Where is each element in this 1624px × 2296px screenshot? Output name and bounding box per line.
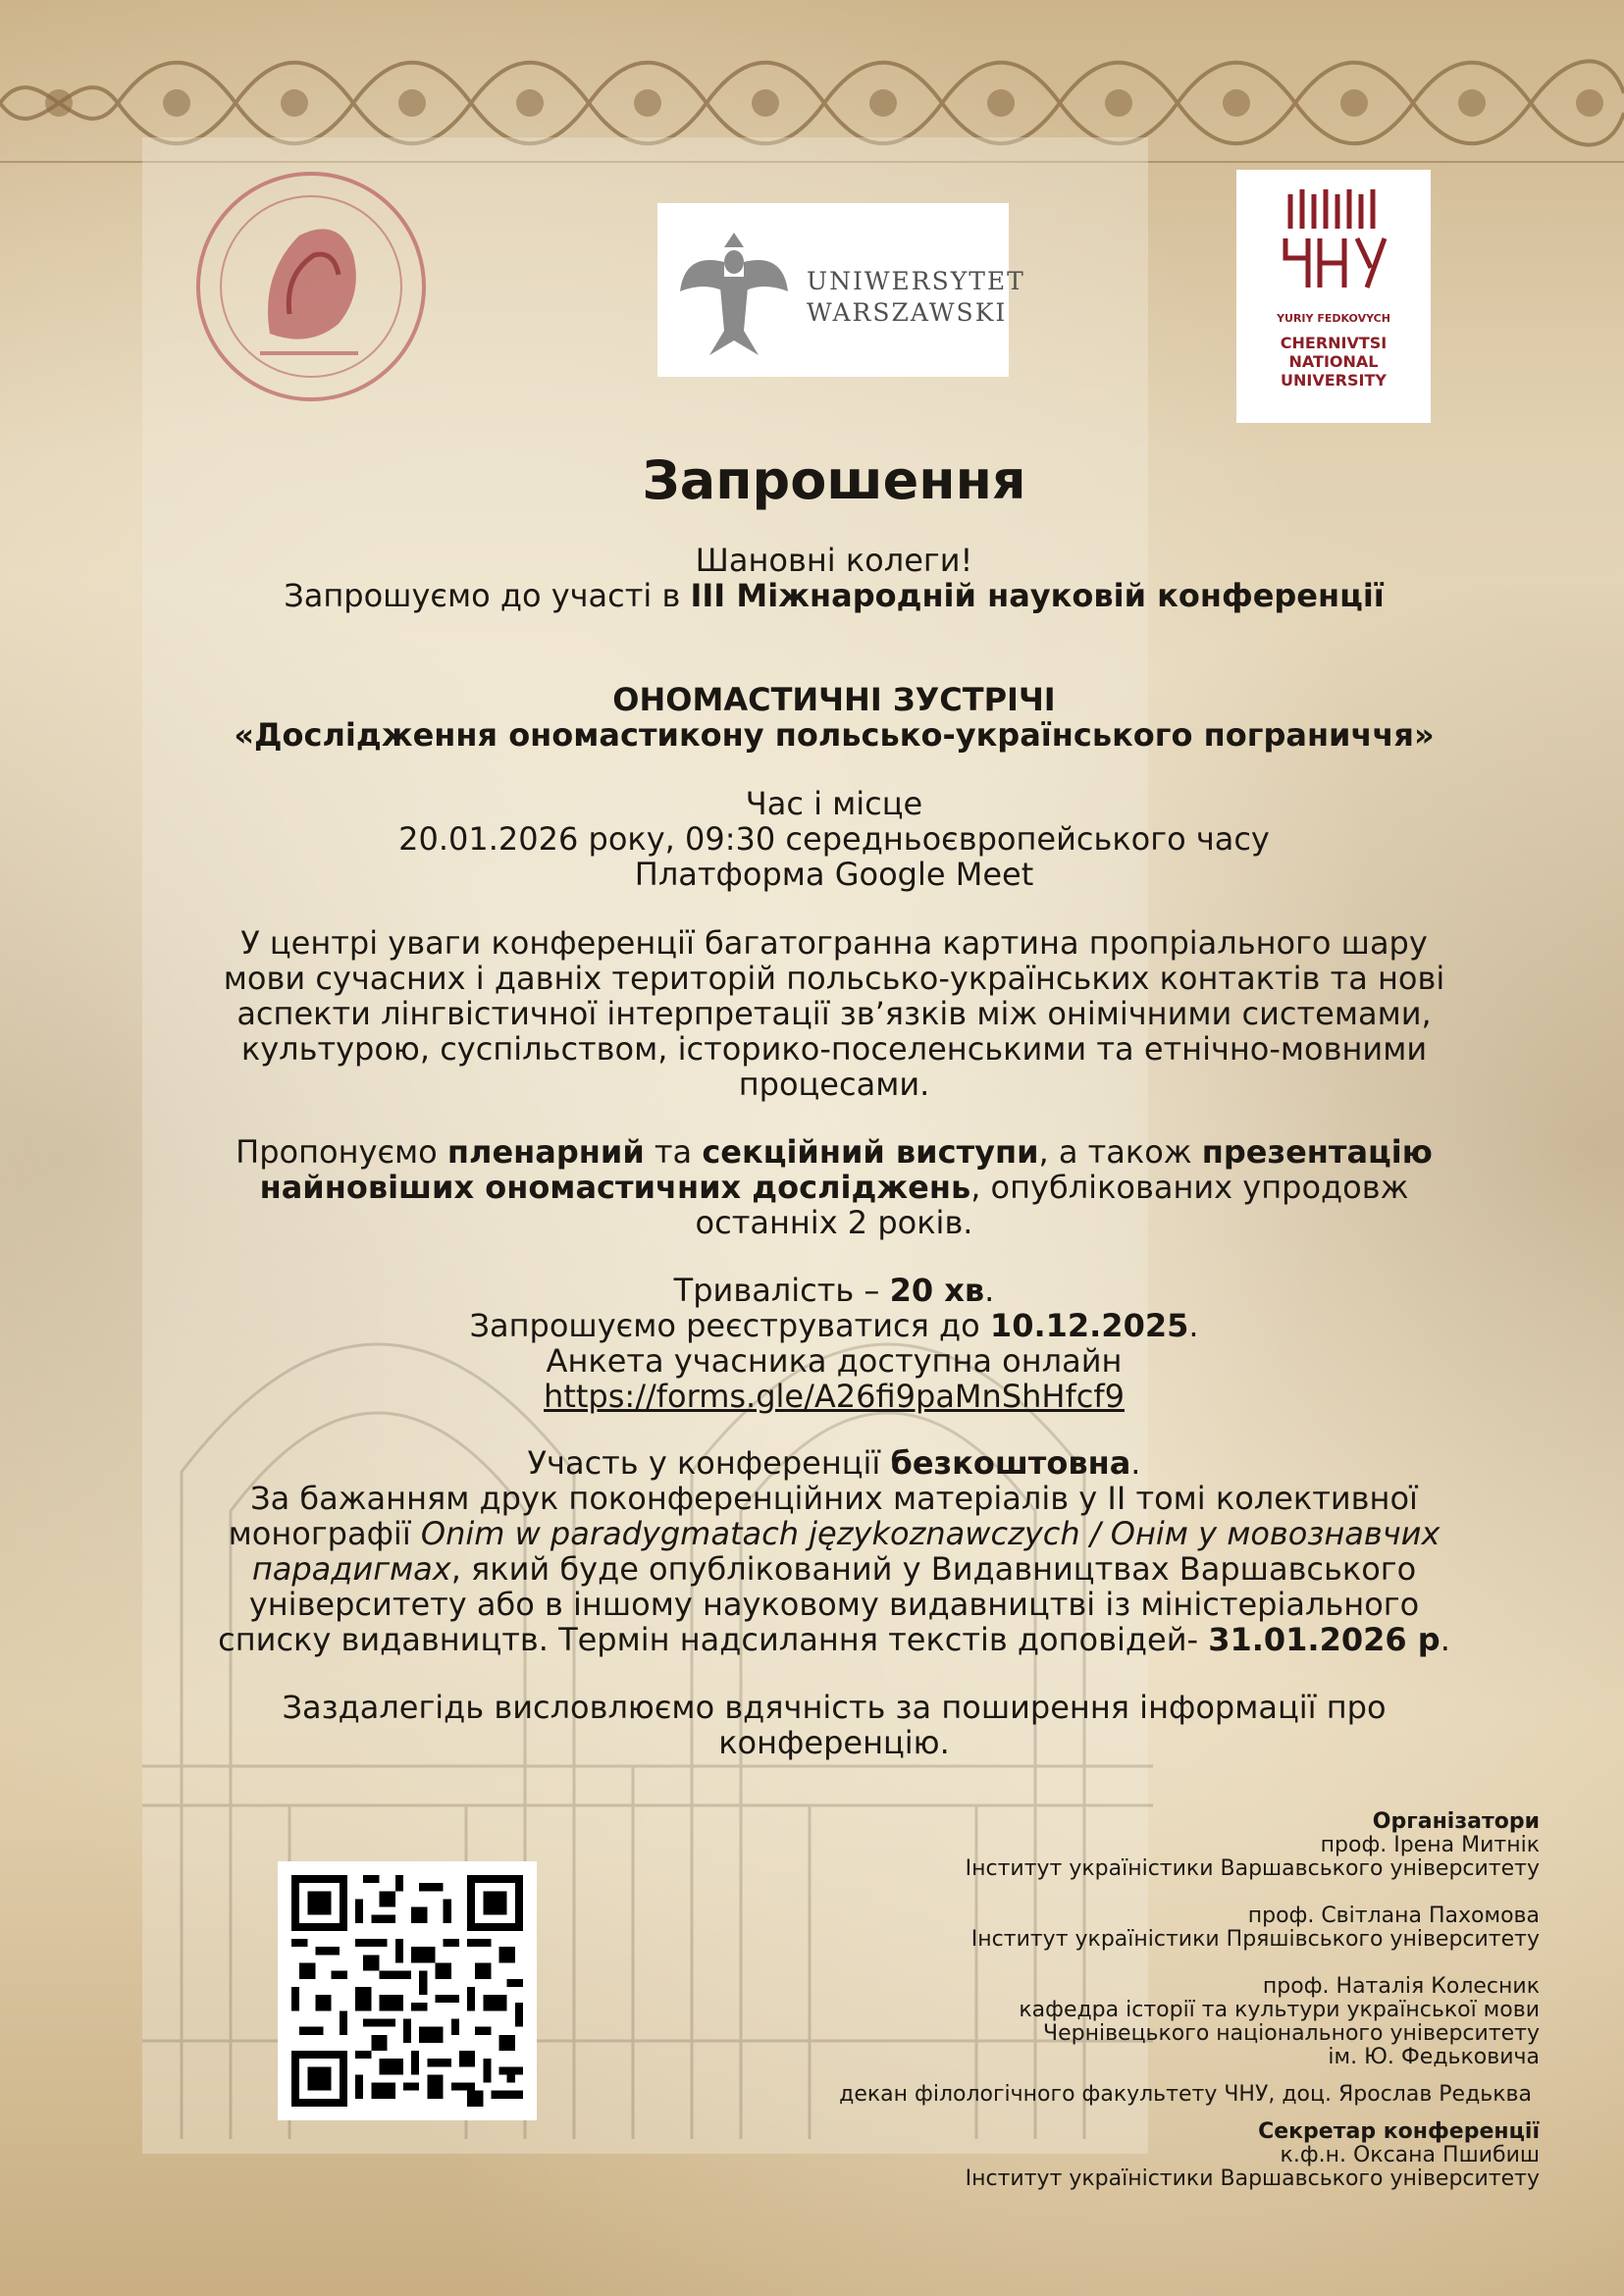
uw-line1: UNIWERSYTET: [807, 267, 1025, 295]
chnu-name-line3: UNIVERSITY: [1281, 371, 1387, 390]
organizer-name: проф. Світлана Пахомова: [1247, 1904, 1540, 1928]
dean-line: декан філологічного факультету ЧНУ, доц. Ярослав Редьква: [839, 2082, 1532, 2107]
greeting-prefix: Запрошуємо до участі в: [284, 577, 691, 614]
conference-type: III Міжнародній науковій конференції: [690, 577, 1385, 614]
offer-line2: [177, 1170, 1492, 1205]
secretary-name: к.ф.н. Оксана Пшибиш: [1280, 2143, 1540, 2167]
publication-text: монографії: [228, 1515, 421, 1552]
conference-description: [177, 925, 1492, 1102]
thanks-line2: конференцію.: [718, 1724, 950, 1761]
fee-end: .: [1130, 1444, 1141, 1482]
chnu-monogram-icon: [1281, 189, 1388, 292]
offer-text: , а також: [1038, 1133, 1202, 1171]
time-and-place: [177, 786, 1492, 892]
chnu-name: [1236, 334, 1431, 390]
offer-line3: останніх 2 років.: [695, 1204, 973, 1241]
offer-plenary: пленарний: [446, 1133, 645, 1171]
publication-line: університету або в іншому науковому видавництві із міністеріального: [248, 1586, 1420, 1623]
greeting: [177, 543, 1492, 613]
form-note: Анкета учасника доступна онлайн: [546, 1342, 1123, 1380]
organizer-name: проф. Наталія Колесник: [1262, 1974, 1540, 1999]
monograph-title: Onim w paradygmatach językoznawczych / Онім у мовознавчих: [420, 1515, 1441, 1552]
register-date: 10.12.2025: [989, 1307, 1189, 1344]
conference-name: ОНОМАСТИЧНІ ЗУСТРІЧІ: [612, 681, 1056, 718]
chnu-name-line2: NATIONAL: [1288, 352, 1379, 371]
publication-line: [177, 1551, 1492, 1587]
organizer-name: проф. Ірена Митнік: [1320, 1833, 1540, 1857]
greeting-line2: [177, 578, 1492, 613]
offer-presentation: презентацію: [1201, 1133, 1433, 1171]
submission-date: 31.01.2026 р: [1208, 1621, 1441, 1658]
qr-code[interactable]: [278, 1861, 537, 2120]
publication-text: , який буде опублікований у Видавництвах Варшавського: [450, 1550, 1417, 1588]
time-place-heading: Час і місце: [745, 785, 923, 822]
organizer-institution: кафедра історії та культури української мови: [1019, 1998, 1540, 2022]
page-title: Запрошення: [642, 449, 1026, 511]
submission-deadline: [177, 1622, 1492, 1657]
duration-value: 20 хв: [889, 1272, 985, 1309]
publication-line: За бажанням друк поконференційних матеріалів у ІІ томі колективної: [250, 1480, 1418, 1517]
qr-code-icon: [291, 1875, 523, 2107]
thanks-note: [177, 1690, 1492, 1760]
monograph-title-end: парадигмах: [251, 1550, 451, 1588]
description-line: аспекти лінгвістичної інтерпретації зв’язків між онімічними системами,: [236, 995, 1432, 1032]
offer-text: та: [644, 1133, 703, 1171]
submission-end: .: [1440, 1621, 1450, 1658]
publication-line: [177, 1516, 1492, 1551]
university-seal-icon: [191, 167, 432, 407]
register-deadline: [177, 1308, 1492, 1343]
submission-label: списку видавництв. Термін надсилання текстів доповідей-: [218, 1621, 1209, 1658]
organizer-institution: ім. Ю. Федьковича: [1328, 2045, 1540, 2069]
secretary-heading: Секретар конференції: [1258, 2119, 1540, 2144]
conference-subtitle: «Дослідження ономастикону польсько-українського пограниччя»: [234, 716, 1435, 754]
chnu-name-line1: CHERNIVTSI: [1280, 334, 1388, 352]
fee-value: безкоштовна: [890, 1444, 1131, 1482]
description-line: процесами.: [738, 1066, 930, 1103]
description-line: У центрі уваги конференції багатогранна картина пропріального шару: [240, 924, 1428, 962]
fee-label: Участь у конференції: [527, 1444, 891, 1482]
organizer-institution: Інститут україністики Варшавського університету: [965, 1856, 1540, 1881]
register-label: Запрошуємо реєструватися до: [469, 1307, 990, 1344]
organizers-heading: Організатори: [1372, 1809, 1540, 1834]
offer-research: найновіших ономастичних досліджень: [259, 1169, 971, 1206]
fee-line: [177, 1445, 1492, 1481]
conference-title: [177, 682, 1492, 753]
participation-publication: [177, 1445, 1492, 1657]
presentation-offer: [177, 1134, 1492, 1240]
duration-label: Тривалість –: [673, 1272, 890, 1309]
secretary-institution: Інститут україністики Варшавського університету: [965, 2166, 1540, 2191]
registration-info: [177, 1273, 1492, 1414]
uw-line2: WARSZAWSKI: [807, 298, 1008, 327]
event-platform: Платформа Google Meet: [634, 856, 1034, 893]
warsaw-university-logo: [657, 203, 1025, 377]
event-datetime: 20.01.2026 року, 09:30 середньоєвропейського часу: [398, 820, 1270, 858]
offer-text: , опублікованих упродовж: [970, 1169, 1409, 1206]
eagle-emblem-icon: [675, 223, 793, 360]
offer-text: Пропонуємо: [236, 1133, 447, 1171]
registration-form-link[interactable]: https://forms.gle/A26fi9paMnShHfcf9: [544, 1378, 1125, 1415]
offer-section: секційний виступи: [702, 1133, 1039, 1171]
organizers-block: [839, 1810, 1540, 2191]
thanks-line1: Заздалегідь висловлюємо вдячність за поширення інформації про: [282, 1689, 1387, 1726]
description-line: культурою, суспільством, історико-поселенськими та етнічно-мовними: [240, 1030, 1428, 1068]
organizer-institution: Чернівецького національного університету: [1043, 2021, 1540, 2046]
chernivtsi-university-logo: [1236, 170, 1431, 423]
chnu-top-label: YURIY FEDKOVYCH: [1277, 312, 1390, 325]
greeting-line1: Шановні колеги!: [695, 542, 973, 579]
duration: [177, 1273, 1492, 1308]
organizer-institution: Інститут україністики Пряшівського університету: [970, 1927, 1540, 1952]
offer-line1: [177, 1134, 1492, 1170]
warsaw-university-wordmark: [807, 266, 1025, 329]
description-line: мови сучасних і давніх територій польсько-українських контактів та нові: [223, 960, 1445, 997]
register-end: .: [1188, 1307, 1199, 1344]
duration-end: .: [984, 1272, 995, 1309]
